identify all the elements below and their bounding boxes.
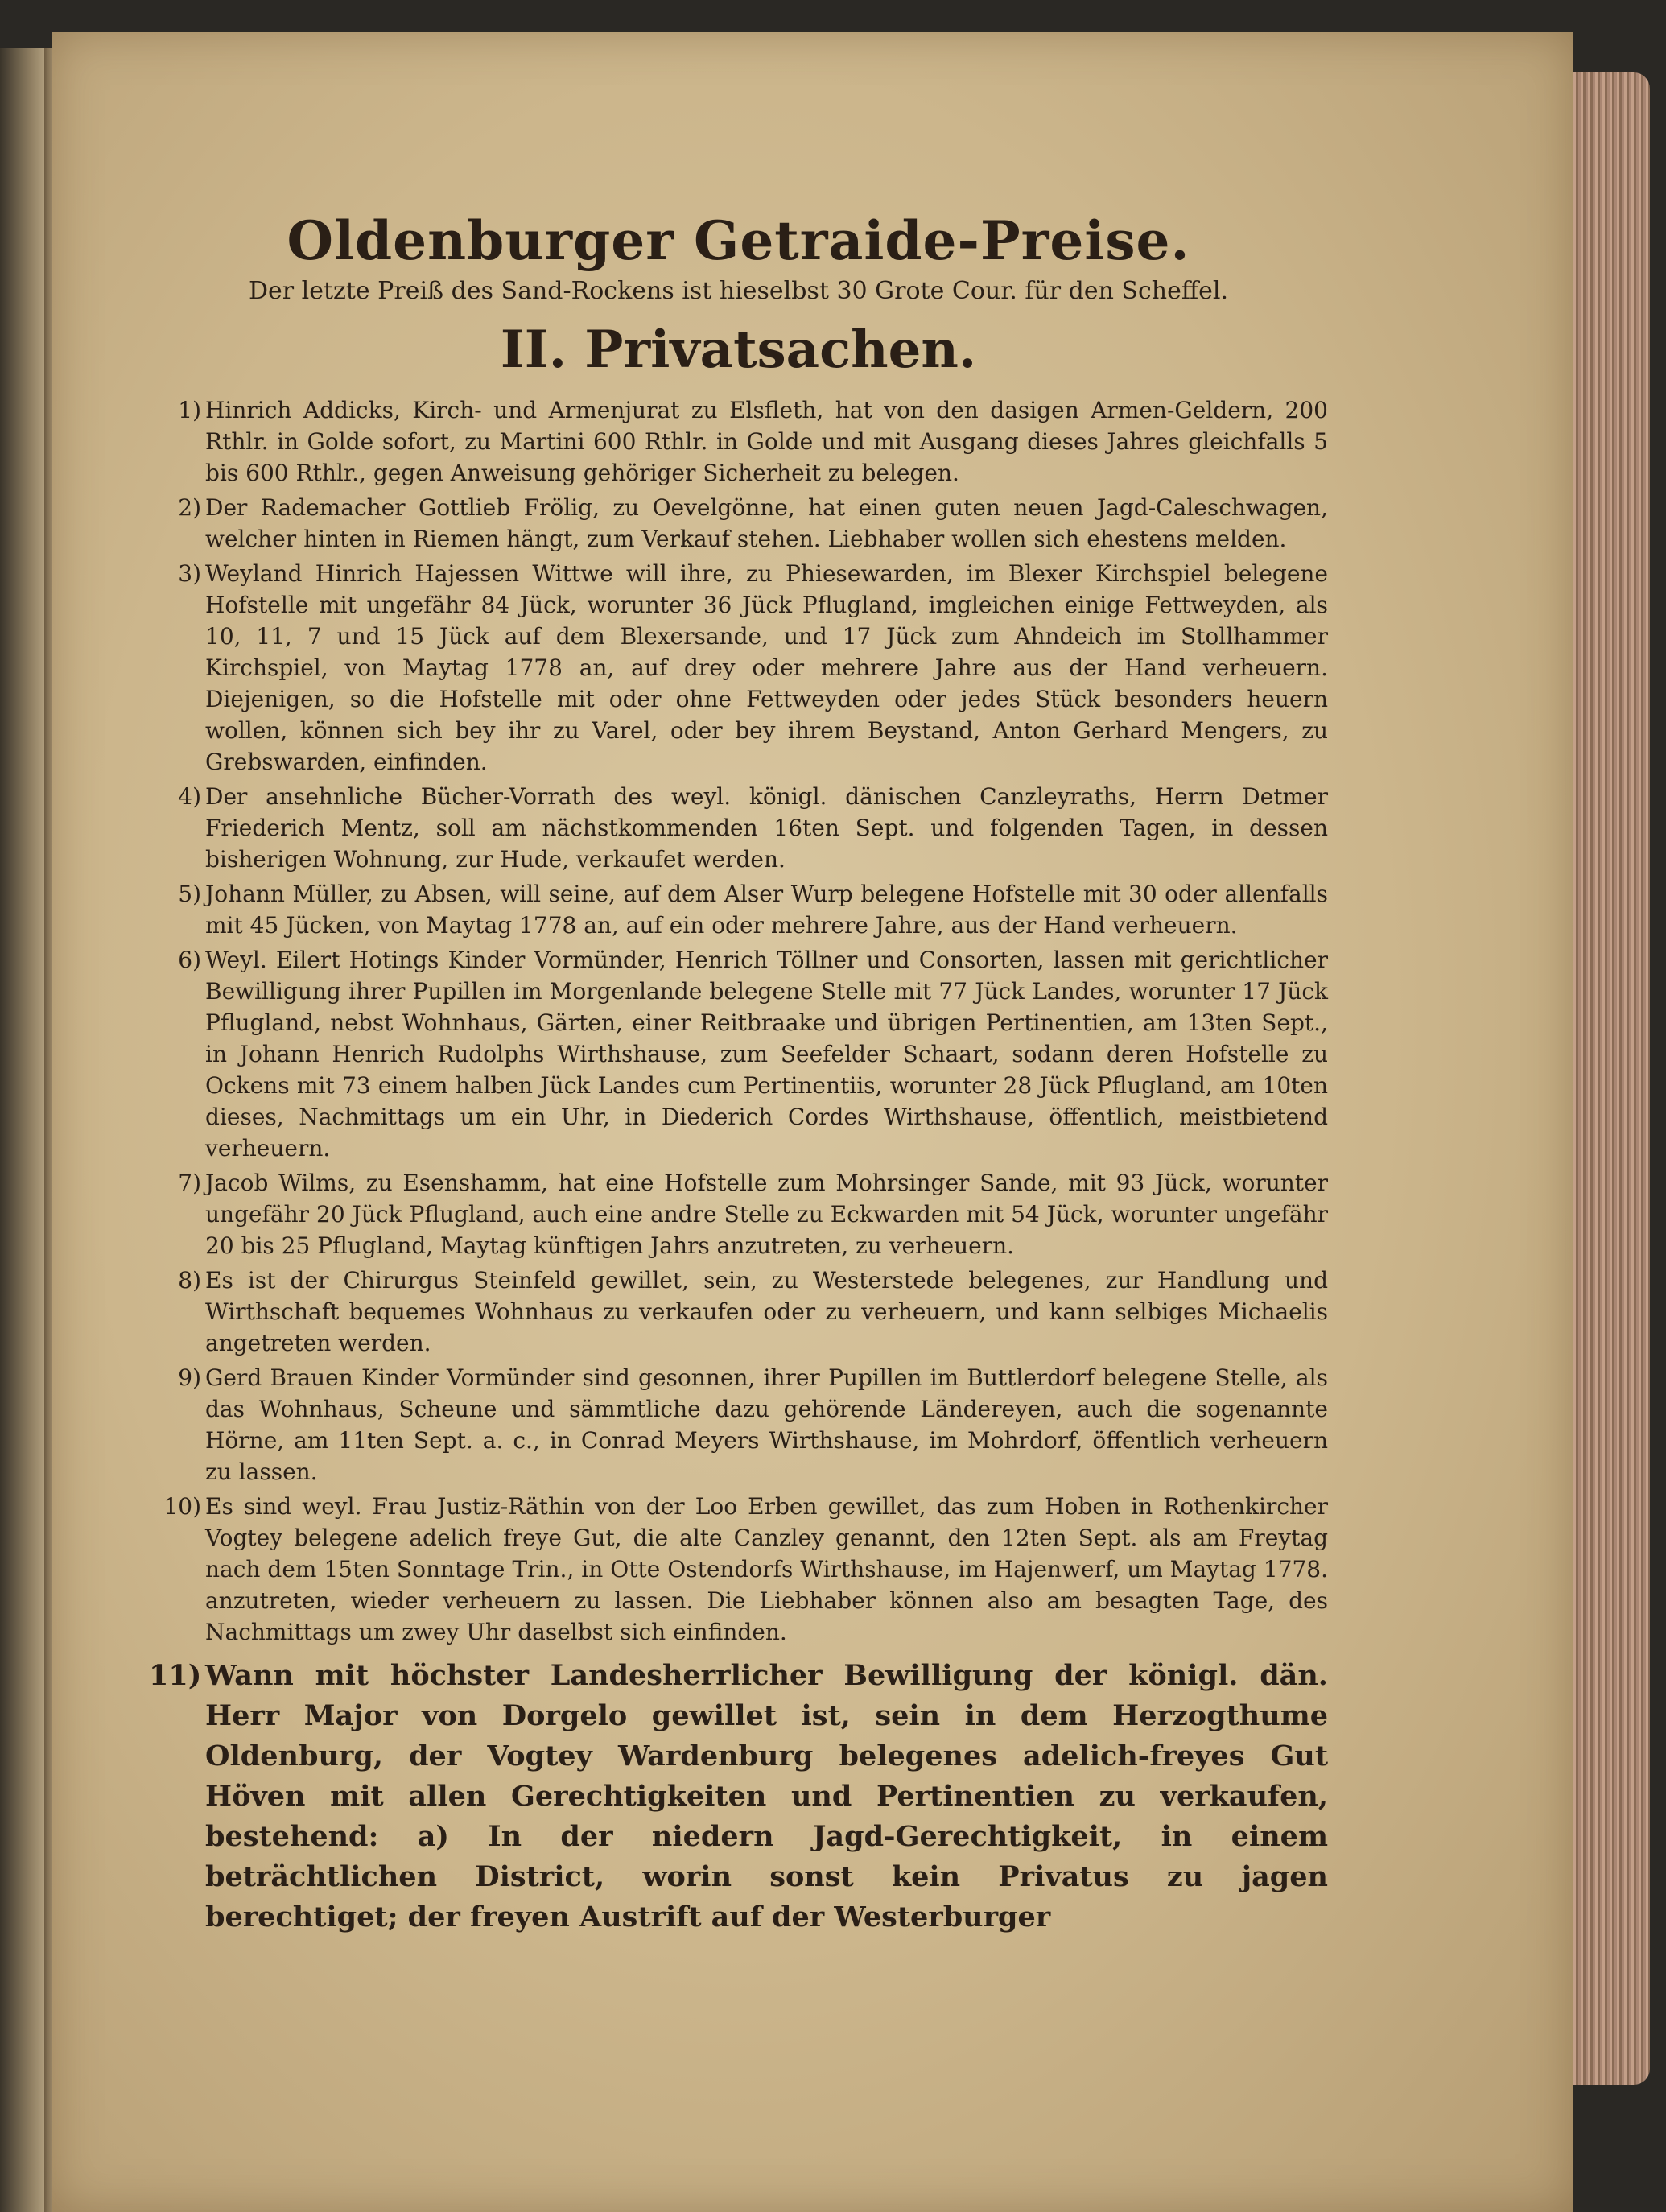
- entry-text: Hinrich Addicks, Kirch- und Armenjurat zu Elsfleth, hat von den dasigen Armen-Geldern, 200 Rthlr. in Golde sofort, zu Martini 600 Rthlr. in Golde und mit Ausgang dieses Jahres gleichfalls 5 bis 600 Rthlr., gegen Anweisung gehöriger Sicherheit zu belegen.: [205, 397, 1328, 486]
- entry-text: Johann Müller, zu Absen, will seine, auf dem Alser Wurp belegene Hofstelle mit 30 oder allenfalls mit 45 Jücken, von Maytag 1778 an, auf ein oder mehrere Jahre, aus der Hand verheuern.: [205, 881, 1328, 939]
- entry-number: 3): [178, 560, 201, 587]
- entry-7: [149, 1167, 1328, 1261]
- left-page-edge: [0, 48, 48, 2212]
- section-title: II. Privatsachen.: [500, 320, 977, 380]
- entry-10: [149, 1491, 1328, 1648]
- entry-text: Es ist der Chirurgus Steinfeld gewillet, sein, zu Westerstede belegenes, zur Handlung und Wirthschaft bequemes Wohnhaus zu verkaufen oder zu verheuern, und kann selbiges Michaelis angetreten werden.: [205, 1267, 1328, 1356]
- entry-number: 1): [178, 397, 201, 423]
- price-note: Der letzte Preiß des Sand-Rockens ist hieselbst 30 Grote Cour. für den Scheffel.: [248, 277, 1229, 305]
- entry-text: Der ansehnliche Bücher-Vorrath des weyl. königl. dänischen Canzleyraths, Herrn Detmer Friederich Mentz, soll am nächstkommenden 16ten Sept. und folgenden Tagen, in dessen bisherigen Wohnung, zur Hude, verkaufet werden.: [205, 783, 1328, 873]
- entry-number: 4): [178, 783, 201, 810]
- entry-3: [149, 558, 1328, 778]
- page-title: Oldenburger Getraide-Preise.: [287, 209, 1190, 272]
- entry-5: [149, 878, 1328, 941]
- page-content: [149, 209, 1328, 1941]
- entry-9: [149, 1362, 1328, 1488]
- entry-6: [149, 944, 1328, 1164]
- entry-text: Es sind weyl. Frau Justiz-Räthin von der Loo Erben gewillet, das zum Hoben in Rothenkircher Vogtey belegene adelich freye Gut, die alte Canzley genannt, den 12ten Sept. als am Freytag nach dem 15ten Sonntage Trin., in Otte Ostendorfs Wirthshause, im Hajenwerf, um Maytag 1778. anzutreten, wieder verheuern zu lassen. Die Liebhaber können also am besagten Tage, des Nachmittags um zwey Uhr daselbst sich einfinden.: [205, 1493, 1328, 1645]
- entry-11: [149, 1656, 1328, 1938]
- entry-1: [149, 394, 1328, 489]
- entry-2: [149, 492, 1328, 555]
- page-stack-edge: [1561, 72, 1650, 2085]
- entry-text: Wann mit höchster Landesherrlicher Bewilligung der königl. dän. Herr Major von Dorgelo gewillet ist, sein in dem Herzogthume Oldenburg, der Vogtey Wardenburg belegenes adelich-freyes Gut Höven mit allen Gerechtigkeiten und Pertinentien zu verkaufen, bestehend: a) In der niedern Jagd-Gerechtigkeit, in einem beträchtlichen District, worin sonst kein Privatus zu jagen berechtiget; der freyen Austrift auf der Westerburger: [205, 1659, 1328, 1933]
- entry-number: 8): [178, 1267, 201, 1294]
- entry-number: 11): [149, 1659, 202, 1692]
- entry-number: 6): [178, 947, 201, 973]
- entry-number: 5): [178, 881, 201, 907]
- entry-number: 7): [178, 1170, 201, 1196]
- entry-text: Gerd Brauen Kinder Vormünder sind gesonnen, ihrer Pupillen im Buttlerdorf belegene Stelle, als das Wohnhaus, Scheune und sämmtliche dazu gehörende Ländereyen, auch die sogenannte Hörne, am 11ten Sept. a. c., in Conrad Meyers Wirthshause, im Mohrdorf, öffentlich verheuern zu lassen.: [205, 1364, 1328, 1485]
- entry-8: [149, 1265, 1328, 1359]
- entry-text: Der Rademacher Gottlieb Frölig, zu Oevelgönne, hat einen guten neuen Jagd-Caleschwagen, welcher hinten in Riemen hängt, zum Verkauf stehen. Liebhaber wollen sich ehestens melden.: [205, 494, 1328, 552]
- entry-number: 2): [178, 494, 201, 521]
- entry-4: [149, 781, 1328, 875]
- entry-number: 10): [163, 1493, 201, 1520]
- entry-text: Weyland Hinrich Hajessen Wittwe will ihre, zu Phiesewarden, im Blexer Kirchspiel belegene Hofstelle mit ungefähr 84 Jück, worunter 36 Jück Pflugland, imgleichen einige Fettweyden, als 10, 11, 7 und 15 Jück auf dem Blexersande, und 17 Jück zum Ahndeich im Stollhammer Kirchspiel, von Maytag 1778 an, auf drey oder mehrere Jahre aus der Hand verheuern. Diejenigen, so die Hofstelle mit oder ohne Fettweyden oder jedes Stück besonders heuern wollen, können sich bey ihr zu Varel, oder bey ihrem Beystand, Anton Gerhard Mengers, zu Grebswarden, einfinden.: [205, 560, 1328, 775]
- entry-text: Jacob Wilms, zu Esenshamm, hat eine Hofstelle zum Mohrsinger Sande, mit 93 Jück, worunter ungefähr 20 Jück Pflugland, auch eine andre Stelle zu Eckwarden mit 54 Jück, worunter ungefähr 20 bis 25 Pflugland, Maytag künftigen Jahrs anzutreten, zu verheuern.: [205, 1170, 1328, 1259]
- entry-text: Weyl. Eilert Hotings Kinder Vormünder, Henrich Töllner und Consorten, lassen mit gerichtlicher Bewilligung ihrer Pupillen im Morgenlande belegene Stelle mit 77 Jück Landes, worunter 17 Jück Pflugland, nebst Wohnhaus, Gärten, einer Reitbraake und übrigen Pertinentien, am 13ten Sept., in Johann Henrich Rudolphs Wirthshause, zum Seefelder Schaart, sodann deren Hofstelle zu Ockens mit 73 einem halben Jück Landes cum Pertinentiis, worunter 28 Jück Pflugland, am 10ten dieses, Nachmittags um ein Uhr, in Diederich Cordes Wirthshause, öffentlich, meistbietend verheuern.: [205, 947, 1328, 1162]
- entry-number: 9): [178, 1364, 201, 1391]
